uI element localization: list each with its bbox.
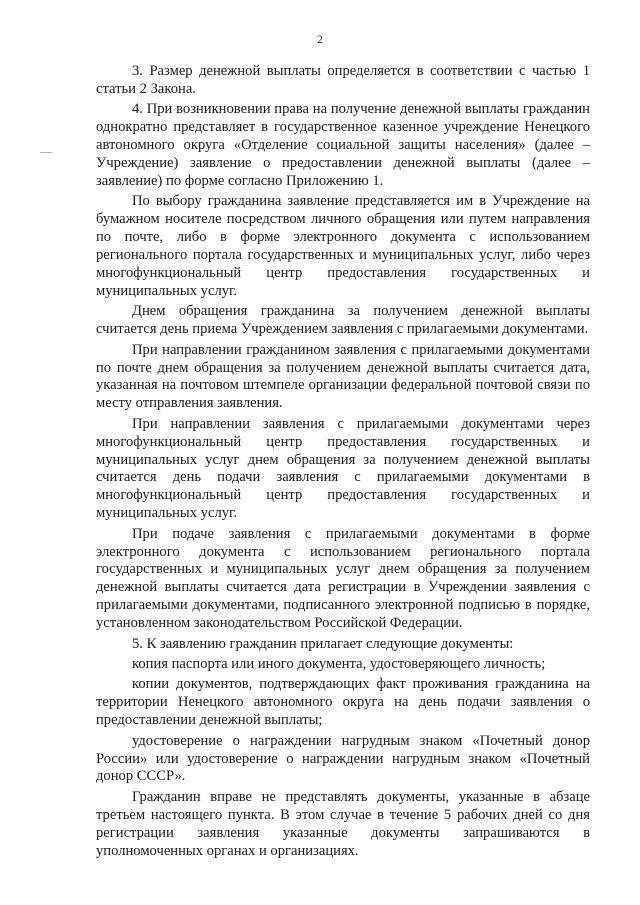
list-item-passport-copy: копия паспорта или иного документа, удостоверяющего личность; (132, 656, 546, 672)
paragraph-mfc-appeal-date: При направлении заявления с прилагаемыми документами через многофункциональный центр предоставления государственных и муниципальных услуг днем обращения за получением денежной выплаты считается день подачи заявления с прилагаемыми документами в многофункциональный центр предоставления государственных и муниципальных услуг. (96, 415, 590, 522)
paragraph-application-submission: 4. При возникновении права на получение денежной выплаты гражданин однократно представляет в государственное казенное учреждение Ненецкого автономного округа «Отделение социальной защиты населения» (далее – Учреждение) заявление о предоставлении денежной выплаты (далее – заявление) по форме согласно Приложению 1. (96, 101, 590, 189)
paragraph-postal-appeal-date: При направлении гражданином заявления с прилагаемыми документами по почте днем обращения за получением денежной выплаты считается дата, указанная на почтовом штемпеле организации федеральной почтовой связи по месту отправления заявления. (96, 341, 590, 412)
paragraph-personal-appeal-date: Днем обращения гражданина за получением денежной выплаты считается день приема Учреждением заявления с прилагаемыми документами. (96, 303, 590, 338)
margin-mark (40, 152, 52, 153)
paragraph-electronic-appeal-date: При подаче заявления с прилагаемыми документами в форме электронного документа с использованием регионального портала государственных и муниципальных услуг днем обращения за получением денежной выплаты считается дата регистрации в Учреждении заявления с прилагаемыми документами, подписанного электронной подписью в порядке, установленном законодательством Российской Федерации. (96, 525, 590, 632)
document-body (96, 63, 590, 863)
list-item-donor-certificate: удостоверение о награждении нагрудным знаком «Почетный донор России» или удостоверение о награждении нагрудным знаком «Почетный донор СССР». (96, 732, 590, 785)
paragraph-required-documents: 5. К заявлению гражданин прилагает следующие документы: (132, 635, 514, 652)
page-number: 2 (317, 32, 323, 46)
paragraph-submission-methods: По выбору гражданина заявление представляется им в Учреждение на бумажном носителе посредством личного обращения или путем направления по почте, либо в форме электронного документа с использованием регионального портала государственных и муниципальных услуг, либо через многофункциональный центр предоставления государственных и муниципальных услуг. (96, 193, 590, 299)
list-item-residence-proof: копии документов, подтверждающих факт проживания гражданина на территории Ненецкого автономного округа на день подачи заявления о предоставлении денежной выплаты; (96, 676, 590, 729)
paragraph-optional-documents: Гражданин вправе не представлять документы, указанные в абзаце третьем настоящего пункта. В этом случае в течение 5 рабочих дней со дня регистрации заявления указанные документы запрашиваются в уполномоченных органах и организациях. (96, 788, 590, 859)
paragraph-payment-amount: 3. Размер денежной выплаты определяется в соответствии с частью 1 статьи 2 Закона. (96, 63, 590, 97)
